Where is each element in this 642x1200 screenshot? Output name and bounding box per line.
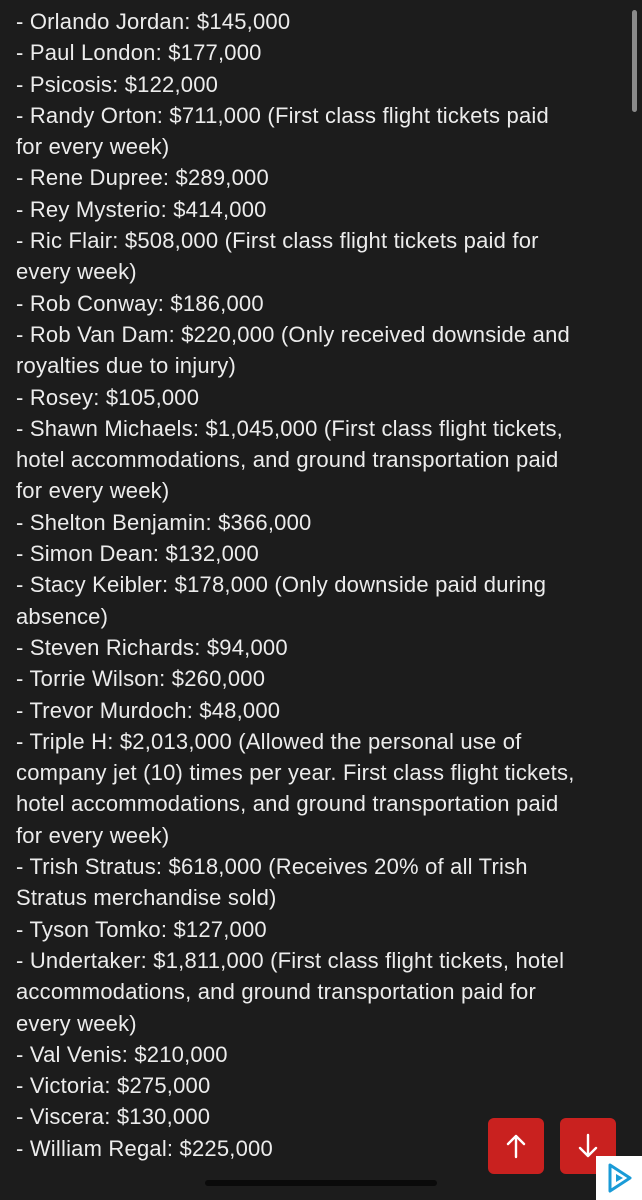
- list-line: for every week): [16, 134, 170, 160]
- list-line: - Psicosis: $122,000: [16, 71, 219, 97]
- list-line: - Rene Dupree: $289,000: [16, 165, 269, 191]
- list-line: - Ric Flair: $508,000 (First class flight tickets paid for: [16, 228, 539, 254]
- list-line: Stratus merchandise sold): [16, 885, 277, 911]
- arrow-up-icon: [505, 1133, 527, 1159]
- list-line: every week): [16, 259, 137, 285]
- list-line: - Victoria: $275,000: [16, 1073, 211, 1099]
- list-line: - Steven Richards: $94,000: [16, 634, 288, 660]
- list-line: - Rob Conway: $186,000: [16, 290, 264, 316]
- list-line: - Val Venis: $210,000: [16, 1041, 228, 1067]
- list-line: - Triple H: $2,013,000 (Allowed the personal use of: [16, 728, 522, 754]
- list-line: absence): [16, 603, 109, 629]
- list-line: - William Regal: $225,000: [16, 1135, 273, 1161]
- list-line: for every week): [16, 822, 170, 848]
- list-line: - Trevor Murdoch: $48,000: [16, 697, 281, 723]
- list-line: - Tyson Tomko: $127,000: [16, 916, 267, 942]
- list-line: every week): [16, 1010, 137, 1036]
- list-line: - Randy Orton: $711,000 (First class flight tickets paid: [16, 102, 549, 128]
- ad-choices-badge[interactable]: [596, 1156, 642, 1200]
- list-line: - Undertaker: $1,811,000 (First class flight tickets, hotel: [16, 947, 565, 973]
- home-indicator[interactable]: [205, 1180, 437, 1186]
- list-line: - Shawn Michaels: $1,045,000 (First class flight tickets,: [16, 415, 563, 441]
- list-line: - Rosey: $105,000: [16, 384, 200, 410]
- salary-list: [16, 6, 620, 1164]
- list-line: hotel accommodations, and ground transportation paid: [16, 447, 559, 473]
- list-line: - Paul London: $177,000: [16, 40, 262, 66]
- list-line: - Stacy Keibler: $178,000 (Only downside paid during: [16, 572, 547, 598]
- list-line: - Rey Mysterio: $414,000: [16, 196, 267, 222]
- list-line: - Viscera: $130,000: [16, 1104, 211, 1130]
- list-line: - Torrie Wilson: $260,000: [16, 666, 266, 692]
- list-line: company jet (10) times per year. First class flight tickets,: [16, 760, 575, 786]
- list-line: accommodations, and ground transportation paid for: [16, 979, 536, 1005]
- list-line: - Rob Van Dam: $220,000 (Only received downside and: [16, 321, 570, 347]
- list-line: - Orlando Jordan: $145,000: [16, 9, 291, 34]
- list-line: - Simon Dean: $132,000: [16, 541, 259, 567]
- list-line: - Shelton Benjamin: $366,000: [16, 509, 312, 535]
- list-line: - Trish Stratus: $618,000 (Receives 20% of all Trish: [16, 854, 528, 880]
- scrollbar-thumb[interactable]: [632, 10, 637, 112]
- adchoices-icon: [605, 1162, 633, 1194]
- scroll-up-button[interactable]: [488, 1118, 544, 1174]
- list-line: royalties due to injury): [16, 353, 237, 379]
- list-line: hotel accommodations, and ground transportation paid: [16, 791, 559, 817]
- list-line: for every week): [16, 478, 170, 504]
